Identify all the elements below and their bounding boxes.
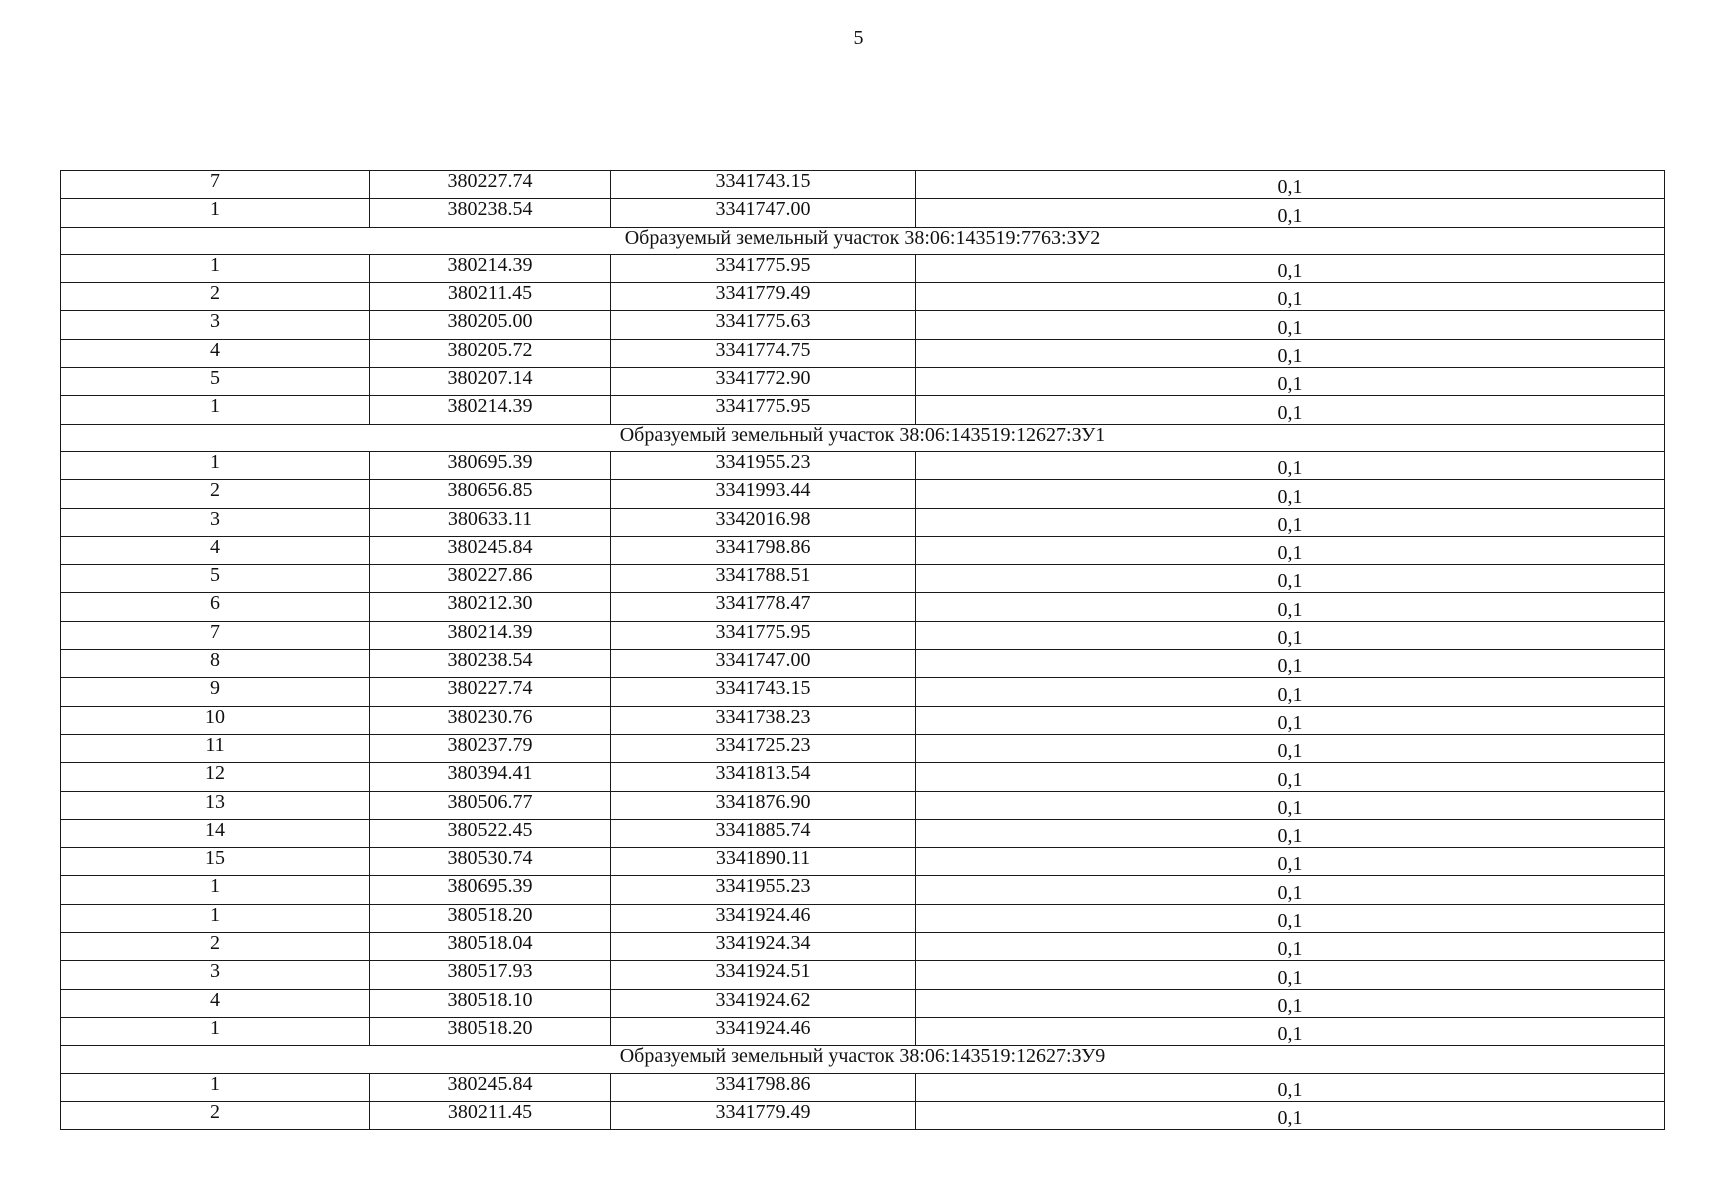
accuracy-cell: 0,1 [916,791,1665,819]
x-coordinate-cell: 380214.39 [370,621,611,649]
coordinates-table [60,170,1665,1130]
x-coordinate-cell: 380230.76 [370,706,611,734]
y-coordinate-cell: 3341743.15 [611,171,916,199]
table-row [61,904,1665,932]
point-number-cell: 1 [61,254,370,282]
x-coordinate-cell: 380506.77 [370,791,611,819]
accuracy-cell: 0,1 [916,933,1665,961]
x-coordinate-cell: 380227.74 [370,171,611,199]
accuracy-cell: 0,1 [916,819,1665,847]
y-coordinate-cell: 3341924.34 [611,933,916,961]
x-coordinate-cell: 380238.54 [370,650,611,678]
x-coordinate-cell: 380517.93 [370,961,611,989]
table-row [61,254,1665,282]
point-number-cell: 3 [61,508,370,536]
x-coordinate-cell: 380227.74 [370,678,611,706]
section-title: Образуемый земельный участок 38:06:143519:7763:ЗУ2 [61,227,1665,254]
y-coordinate-cell: 3341924.62 [611,989,916,1017]
x-coordinate-cell: 380245.84 [370,1073,611,1101]
y-coordinate-cell: 3341725.23 [611,734,916,762]
x-coordinate-cell: 380245.84 [370,536,611,564]
y-coordinate-cell: 3341774.75 [611,339,916,367]
table-row [61,734,1665,762]
table-row [61,933,1665,961]
x-coordinate-cell: 380530.74 [370,848,611,876]
x-coordinate-cell: 380394.41 [370,763,611,791]
table-row [61,848,1665,876]
point-number-cell: 1 [61,1073,370,1101]
table-row [61,678,1665,706]
table-row [61,339,1665,367]
point-number-cell: 4 [61,536,370,564]
y-coordinate-cell: 3341885.74 [611,819,916,847]
y-coordinate-cell: 3341890.11 [611,848,916,876]
coordinates-table-body [61,171,1665,1130]
y-coordinate-cell: 3341747.00 [611,650,916,678]
table-row [61,565,1665,593]
point-number-cell: 3 [61,961,370,989]
y-coordinate-cell: 3341775.95 [611,621,916,649]
accuracy-cell: 0,1 [916,763,1665,791]
x-coordinate-cell: 380656.85 [370,480,611,508]
y-coordinate-cell: 3341778.47 [611,593,916,621]
table-row [61,171,1665,199]
x-coordinate-cell: 380227.86 [370,565,611,593]
table-row [61,508,1665,536]
point-number-cell: 7 [61,621,370,649]
table-row [61,536,1665,564]
point-number-cell: 1 [61,876,370,904]
table-row [61,283,1665,311]
point-number-cell: 1 [61,904,370,932]
accuracy-cell: 0,1 [916,961,1665,989]
table-row [61,451,1665,479]
table-row [61,593,1665,621]
table-row [61,961,1665,989]
table-row [61,650,1665,678]
point-number-cell: 2 [61,933,370,961]
accuracy-cell: 0,1 [916,339,1665,367]
point-number-cell: 1 [61,1017,370,1045]
point-number-cell: 7 [61,171,370,199]
y-coordinate-cell: 3341924.46 [611,1017,916,1045]
y-coordinate-cell: 3341993.44 [611,480,916,508]
point-number-cell: 12 [61,763,370,791]
accuracy-cell: 0,1 [916,678,1665,706]
accuracy-cell: 0,1 [916,311,1665,339]
point-number-cell: 2 [61,480,370,508]
point-number-cell: 4 [61,339,370,367]
accuracy-cell: 0,1 [916,650,1665,678]
y-coordinate-cell: 3341738.23 [611,706,916,734]
accuracy-cell: 0,1 [916,396,1665,424]
accuracy-cell: 0,1 [916,171,1665,199]
x-coordinate-cell: 380633.11 [370,508,611,536]
x-coordinate-cell: 380237.79 [370,734,611,762]
table-row [61,311,1665,339]
y-coordinate-cell: 3341747.00 [611,199,916,227]
x-coordinate-cell: 380207.14 [370,368,611,396]
y-coordinate-cell: 3341743.15 [611,678,916,706]
table-row [61,876,1665,904]
y-coordinate-cell: 3341798.86 [611,536,916,564]
point-number-cell: 13 [61,791,370,819]
table-row [61,819,1665,847]
table-row [61,763,1665,791]
y-coordinate-cell: 3341876.90 [611,791,916,819]
point-number-cell: 10 [61,706,370,734]
point-number-cell: 5 [61,368,370,396]
x-coordinate-cell: 380238.54 [370,199,611,227]
x-coordinate-cell: 380212.30 [370,593,611,621]
table-row [61,791,1665,819]
section-header-row [61,1046,1665,1073]
y-coordinate-cell: 3341779.49 [611,283,916,311]
point-number-cell: 15 [61,848,370,876]
x-coordinate-cell: 380518.20 [370,904,611,932]
point-number-cell: 5 [61,565,370,593]
y-coordinate-cell: 3341798.86 [611,1073,916,1101]
y-coordinate-cell: 3342016.98 [611,508,916,536]
accuracy-cell: 0,1 [916,621,1665,649]
table-row [61,396,1665,424]
x-coordinate-cell: 380518.10 [370,989,611,1017]
y-coordinate-cell: 3341775.95 [611,396,916,424]
point-number-cell: 3 [61,311,370,339]
point-number-cell: 4 [61,989,370,1017]
y-coordinate-cell: 3341813.54 [611,763,916,791]
accuracy-cell: 0,1 [916,1101,1665,1129]
table-row [61,199,1665,227]
point-number-cell: 1 [61,451,370,479]
point-number-cell: 1 [61,396,370,424]
table-row [61,1101,1665,1129]
accuracy-cell: 0,1 [916,254,1665,282]
x-coordinate-cell: 380205.00 [370,311,611,339]
x-coordinate-cell: 380211.45 [370,1101,611,1129]
x-coordinate-cell: 380695.39 [370,876,611,904]
accuracy-cell: 0,1 [916,989,1665,1017]
point-number-cell: 11 [61,734,370,762]
y-coordinate-cell: 3341775.95 [611,254,916,282]
table-row [61,621,1665,649]
table-row [61,989,1665,1017]
accuracy-cell: 0,1 [916,706,1665,734]
accuracy-cell: 0,1 [916,283,1665,311]
y-coordinate-cell: 3341772.90 [611,368,916,396]
y-coordinate-cell: 3341924.51 [611,961,916,989]
accuracy-cell: 0,1 [916,848,1665,876]
accuracy-cell: 0,1 [916,451,1665,479]
section-header-row [61,424,1665,451]
x-coordinate-cell: 380518.04 [370,933,611,961]
accuracy-cell: 0,1 [916,536,1665,564]
y-coordinate-cell: 3341788.51 [611,565,916,593]
point-number-cell: 2 [61,283,370,311]
x-coordinate-cell: 380214.39 [370,254,611,282]
accuracy-cell: 0,1 [916,876,1665,904]
y-coordinate-cell: 3341955.23 [611,451,916,479]
point-number-cell: 6 [61,593,370,621]
table-row [61,480,1665,508]
y-coordinate-cell: 3341955.23 [611,876,916,904]
x-coordinate-cell: 380522.45 [370,819,611,847]
table-row [61,1073,1665,1101]
x-coordinate-cell: 380205.72 [370,339,611,367]
y-coordinate-cell: 3341924.46 [611,904,916,932]
accuracy-cell: 0,1 [916,508,1665,536]
table-row [61,368,1665,396]
point-number-cell: 1 [61,199,370,227]
section-header-row [61,227,1665,254]
point-number-cell: 14 [61,819,370,847]
accuracy-cell: 0,1 [916,593,1665,621]
x-coordinate-cell: 380695.39 [370,451,611,479]
accuracy-cell: 0,1 [916,565,1665,593]
table-row [61,706,1665,734]
accuracy-cell: 0,1 [916,904,1665,932]
x-coordinate-cell: 380214.39 [370,396,611,424]
x-coordinate-cell: 380211.45 [370,283,611,311]
accuracy-cell: 0,1 [916,368,1665,396]
page-number: 5 [853,27,864,49]
point-number-cell: 9 [61,678,370,706]
accuracy-cell: 0,1 [916,1073,1665,1101]
point-number-cell: 2 [61,1101,370,1129]
point-number-cell: 8 [61,650,370,678]
table-row [61,1017,1665,1045]
accuracy-cell: 0,1 [916,480,1665,508]
accuracy-cell: 0,1 [916,1017,1665,1045]
section-title: Образуемый земельный участок 38:06:143519:12627:ЗУ1 [61,424,1665,451]
y-coordinate-cell: 3341775.63 [611,311,916,339]
accuracy-cell: 0,1 [916,199,1665,227]
y-coordinate-cell: 3341779.49 [611,1101,916,1129]
accuracy-cell: 0,1 [916,734,1665,762]
section-title: Образуемый земельный участок 38:06:143519:12627:ЗУ9 [61,1046,1665,1073]
x-coordinate-cell: 380518.20 [370,1017,611,1045]
